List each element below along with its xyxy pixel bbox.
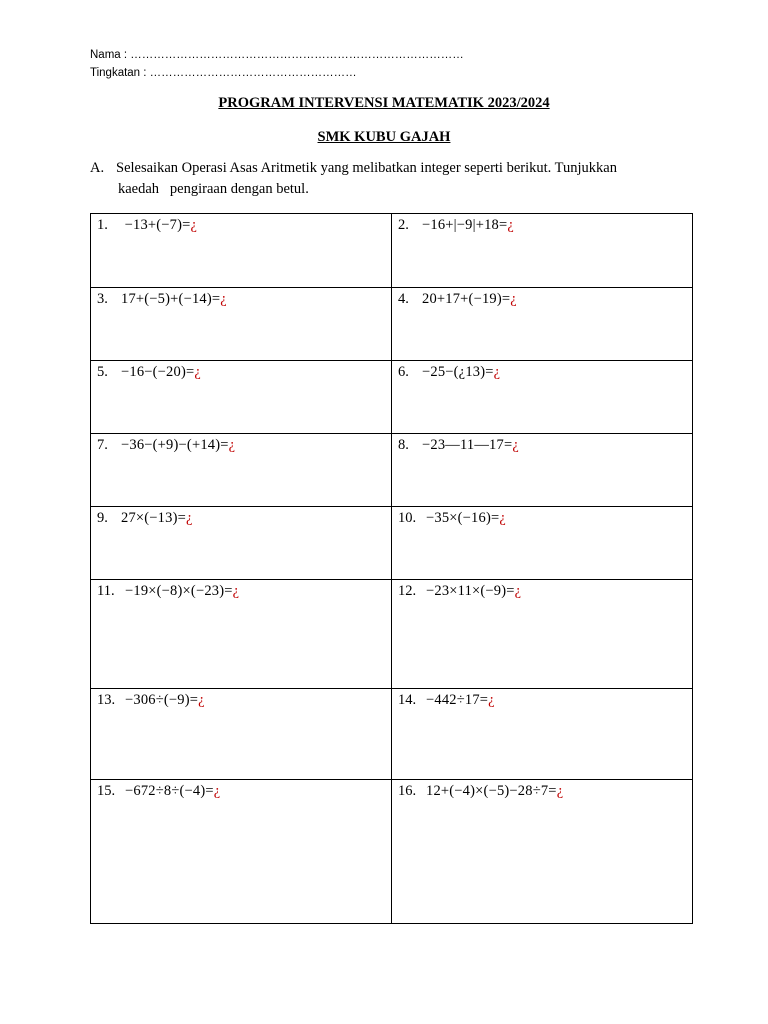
question-number: 12. [398, 583, 417, 599]
answer-mark: ¿ [190, 217, 197, 233]
question-cell-5[interactable] [91, 361, 392, 434]
school-name: SMK KUBU GAJAH [317, 129, 451, 145]
answer-mark: ¿ [556, 783, 564, 799]
question-expression: −23×11×(−9)= [426, 583, 515, 599]
question-expression: −442÷17= [426, 692, 489, 708]
question-cell-8[interactable] [392, 434, 693, 507]
question-number: 1. [97, 217, 108, 233]
question-number: 3. [97, 291, 108, 307]
document-title: PROGRAM INTERVENSI MATEMATIK 2023/2024 [218, 95, 550, 111]
answer-mark: ¿ [488, 692, 495, 708]
question-expression: 27×(−13)= [121, 510, 186, 526]
question-number: 7. [97, 437, 108, 453]
answer-mark: ¿ [228, 437, 236, 453]
question-expression: −672÷8÷(−4)= [125, 783, 214, 799]
answer-mark: ¿ [220, 291, 227, 307]
question-cell-16[interactable] [392, 780, 693, 924]
question-expression: −16−(−20)= [121, 364, 195, 380]
instruction-text-1: Selesaikan Operasi Asas Aritmetik yang melibatkan integer seperti berikut. Tunjukkan [116, 160, 617, 176]
question-number: 8. [398, 437, 409, 453]
answer-mark: ¿ [512, 437, 519, 453]
instruction-line-2: kaedah pengiraan dengan betul. [118, 181, 309, 197]
question-expression: −13+(−7)= [124, 217, 191, 233]
question-number: 15. [97, 783, 116, 799]
question-cell-2[interactable] [392, 214, 693, 288]
question-cell-14[interactable] [392, 689, 693, 780]
question-number: 2. [398, 217, 409, 233]
question-cell-1[interactable] [91, 214, 392, 288]
question-cell-12[interactable] [392, 580, 693, 689]
question-number: 11. [97, 583, 115, 599]
question-cell-15[interactable] [91, 780, 392, 924]
form-level-field-line: Tingkatan : ……………………………………………… [90, 67, 357, 79]
question-expression: −35×(−16)= [426, 510, 500, 526]
answer-mark: ¿ [510, 291, 517, 307]
instruction-line-1 [90, 158, 690, 179]
question-cell-6[interactable] [392, 361, 693, 434]
question-expression: −36−(+9)−(+14)= [121, 437, 229, 453]
question-expression: −16+|−9|+18= [422, 217, 508, 233]
question-number: 13. [97, 692, 116, 708]
question-expression: −25−(¿13)= [422, 364, 494, 380]
question-number: 14. [398, 692, 417, 708]
question-cell-4[interactable] [392, 288, 693, 361]
answer-mark: ¿ [198, 692, 205, 708]
question-expression: −306÷(−9)= [125, 692, 199, 708]
answer-mark: ¿ [514, 583, 522, 599]
instruction-block [90, 158, 690, 200]
answer-mark: ¿ [507, 217, 514, 233]
question-number: 6. [398, 364, 409, 380]
question-cell-10[interactable] [392, 507, 693, 580]
question-number: 5. [97, 364, 108, 380]
answer-mark: ¿ [213, 783, 221, 799]
section-letter: A. [90, 160, 105, 176]
question-cell-7[interactable] [91, 434, 392, 507]
answer-mark: ¿ [232, 583, 240, 599]
answer-mark: ¿ [194, 364, 201, 380]
question-number: 9. [97, 510, 108, 526]
question-expression: 12+(−4)×(−5)−28÷7= [426, 783, 557, 799]
question-cell-9[interactable] [91, 507, 392, 580]
question-number: 10. [398, 510, 417, 526]
question-cell-3[interactable] [91, 288, 392, 361]
answer-mark: ¿ [186, 510, 193, 526]
question-expression: −19×(−8)×(−23)= [125, 583, 233, 599]
question-expression: 17+(−5)+(−14)= [121, 291, 221, 307]
question-number: 16. [398, 783, 417, 799]
answer-mark: ¿ [493, 364, 501, 380]
question-expression: 20+17+(−19)= [422, 291, 511, 307]
answer-mark: ¿ [499, 510, 506, 526]
question-cell-11[interactable] [91, 580, 392, 689]
question-number: 4. [398, 291, 409, 307]
question-expression: −23—11—17= [422, 437, 513, 453]
questions-table [90, 213, 693, 924]
name-field-line: Nama : …………………………………………………………………………… [90, 49, 464, 61]
question-cell-13[interactable] [91, 689, 392, 780]
